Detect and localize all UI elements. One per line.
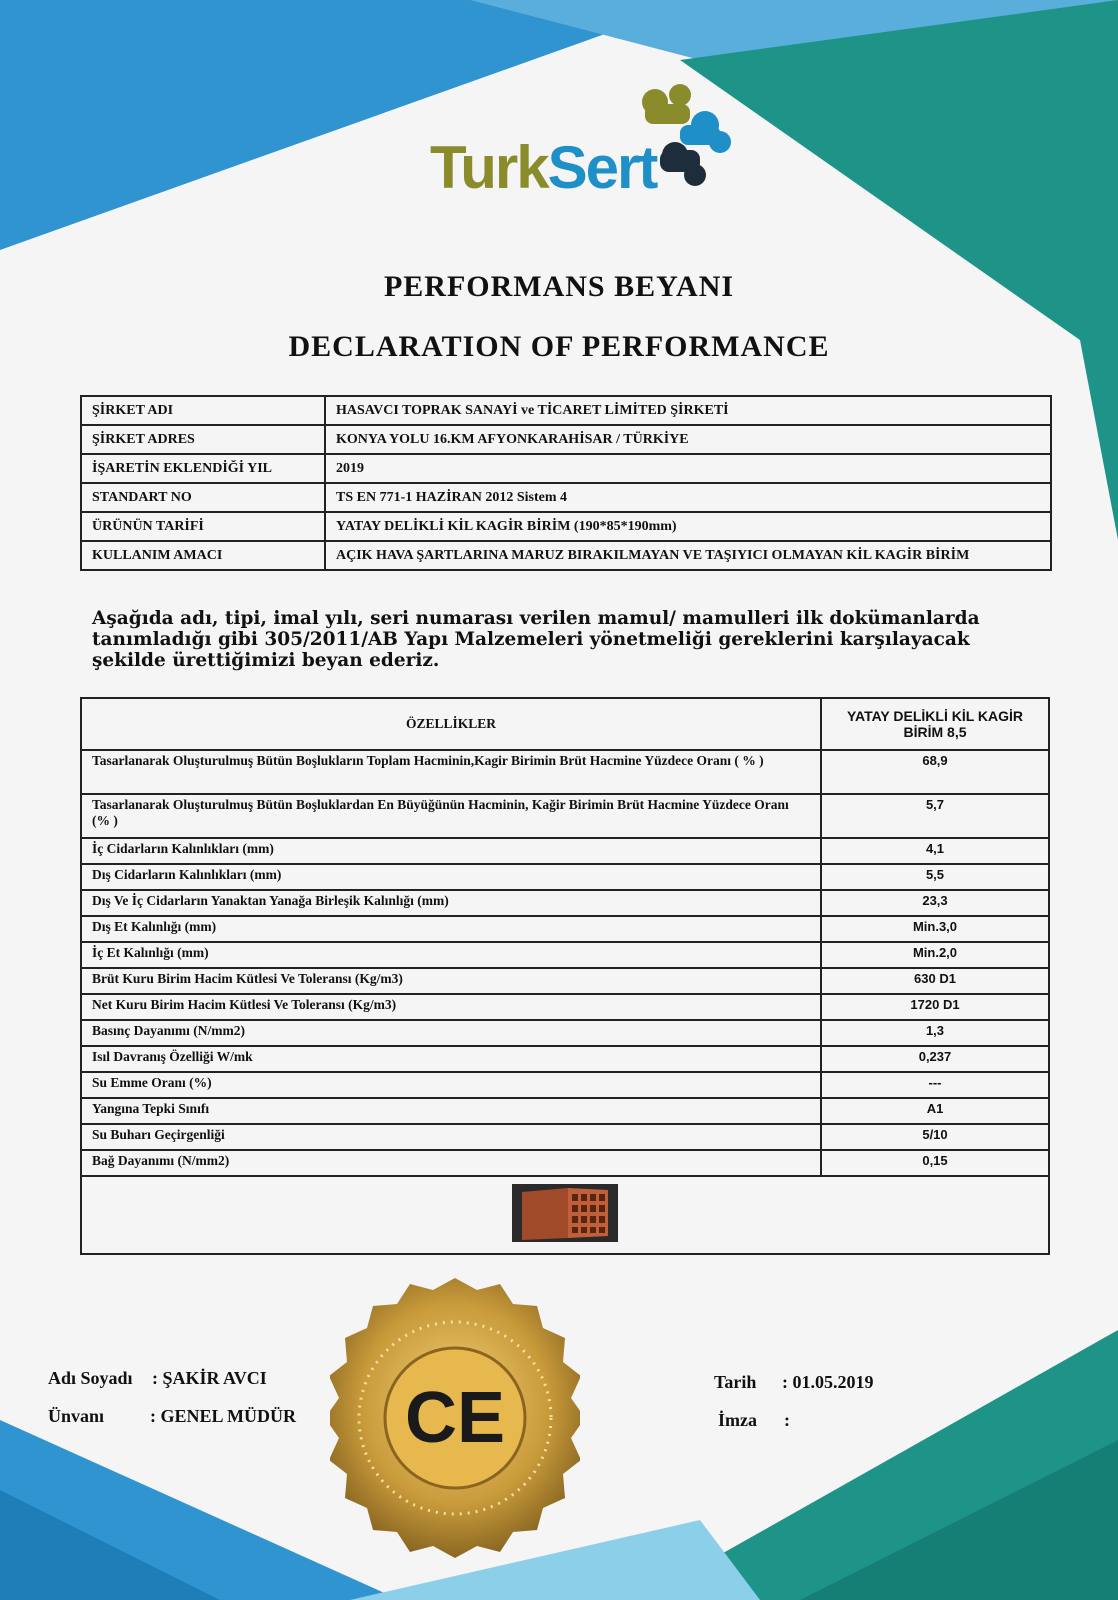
property-name: Yangına Tepki Sınıfı — [81, 1098, 821, 1124]
table-row — [81, 512, 1051, 541]
property-value: 4,1 — [821, 838, 1049, 864]
property-value: 5,5 — [821, 864, 1049, 890]
property-name: İç Et Kalınlığı (mm) — [81, 942, 821, 968]
product-image-row — [81, 1176, 1049, 1254]
table-row — [81, 968, 1049, 994]
table-row — [81, 916, 1049, 942]
property-name: Basınç Dayanımı (N/mm2) — [81, 1020, 821, 1046]
table-row — [81, 1124, 1049, 1150]
info-value: HASAVCI TOPRAK SANAYİ ve TİCARET LİMİTED ŞİRKETİ — [325, 396, 1051, 425]
table-row — [81, 1150, 1049, 1176]
info-label: KULLANIM AMACI — [81, 541, 325, 570]
header-product: YATAY DELİKLİ KİL KAGİR BİRİM 8,5 — [821, 698, 1049, 750]
title-label: Ünvanı — [48, 1406, 105, 1426]
declaration-paragraph: Aşağıda adı, tipi, imal yılı, seri numarası verilen mamul/ mamulleri ilk dokümanlarda tanımladığı gibi 305/2011/AB Yapı Malzemeleri yönetmeliği gereklerini karşılayacak şekilde ürettiğimizi beyan ederiz. — [92, 608, 980, 671]
info-value: 2019 — [325, 454, 1051, 483]
product-image-cell — [81, 1176, 1049, 1254]
table-row — [81, 454, 1051, 483]
turksert-logo-mark-icon — [620, 80, 740, 200]
header-properties: ÖZELLİKLER — [81, 698, 821, 750]
table-row — [81, 425, 1051, 454]
signature-label: İmza — [718, 1410, 757, 1430]
ce-seal-text: CE — [404, 1378, 506, 1458]
property-name: Dış Ve İç Cidarların Yanaktan Yanağa Birleşik Kalınlığı (mm) — [81, 890, 821, 916]
property-value: --- — [821, 1072, 1049, 1098]
signature-value: : — [784, 1410, 790, 1430]
table-row — [81, 1098, 1049, 1124]
table-row — [81, 541, 1051, 570]
table-row — [81, 838, 1049, 864]
property-name: Tasarlanarak Oluşturulmuş Bütün Boşluklardan En Büyüğünün Hacminin, Kağir Birimin Brüt Hacmine Yüzdece Oranı (% ) — [81, 794, 821, 838]
property-value: 5,7 — [821, 794, 1049, 838]
property-name: Isıl Davranış Özelliği W/mk — [81, 1046, 821, 1072]
name-value: : ŞAKİR AVCI — [152, 1368, 267, 1388]
info-value: TS EN 771-1 HAZİRAN 2012 Sistem 4 — [325, 483, 1051, 512]
ce-seal-icon — [330, 1268, 580, 1568]
turksert-logo — [430, 80, 750, 220]
table-row — [81, 396, 1051, 425]
properties-table — [80, 697, 1050, 1255]
table-row — [81, 994, 1049, 1020]
property-name: Brüt Kuru Birim Hacim Kütlesi Ve Toleransı (Kg/m3) — [81, 968, 821, 994]
company-info-table — [80, 395, 1052, 571]
info-label: STANDART NO — [81, 483, 325, 512]
brick-image — [512, 1184, 618, 1242]
property-name: Dış Cidarların Kalınlıkları (mm) — [81, 864, 821, 890]
logo-text-part2: Sert — [547, 134, 657, 201]
table-row — [81, 1046, 1049, 1072]
info-label: ÜRÜNÜN TARİFİ — [81, 512, 325, 541]
property-value: 0,237 — [821, 1046, 1049, 1072]
property-value: 68,9 — [821, 750, 1049, 794]
table-row — [81, 1020, 1049, 1046]
property-name: Net Kuru Birim Hacim Kütlesi Ve Toleransı (Kg/m3) — [81, 994, 821, 1020]
table-row — [81, 750, 1049, 794]
property-value: Min.2,0 — [821, 942, 1049, 968]
info-label: ŞİRKET ADI — [81, 396, 325, 425]
property-value: Min.3,0 — [821, 916, 1049, 942]
property-name: Tasarlanarak Oluşturulmuş Bütün Boşlukların Toplam Hacminin,Kagir Birimin Brüt Hacmine Yüzdece Oranı ( % ) — [81, 750, 821, 794]
date-value: : 01.05.2019 — [782, 1372, 874, 1392]
table-row — [81, 483, 1051, 512]
logo-text-part1: Turk — [430, 134, 548, 201]
table-row — [81, 864, 1049, 890]
property-value: 0,15 — [821, 1150, 1049, 1176]
property-name: Su Buharı Geçirgenliği — [81, 1124, 821, 1150]
property-value: 1720 D1 — [821, 994, 1049, 1020]
title-turkish: PERFORMANS BEYANI — [383, 270, 735, 303]
info-value: AÇIK HAVA ŞARTLARINA MARUZ BIRAKILMAYAN VE TAŞIYICI OLMAYAN KİL KAGİR BİRİM — [325, 541, 1051, 570]
property-name: Bağ Dayanımı (N/mm2) — [81, 1150, 821, 1176]
property-name: Dış Et Kalınlığı (mm) — [81, 916, 821, 942]
property-value: 23,3 — [821, 890, 1049, 916]
title-english: DECLARATION OF PERFORMANCE — [288, 330, 830, 363]
table-header-row — [81, 698, 1049, 750]
date-label: Tarih — [714, 1372, 757, 1392]
table-row — [81, 942, 1049, 968]
info-value: KONYA YOLU 16.KM AFYONKARAHİSAR / TÜRKİYE — [325, 425, 1051, 454]
table-row — [81, 890, 1049, 916]
table-row — [81, 794, 1049, 838]
title-value: : GENEL MÜDÜR — [150, 1406, 297, 1426]
property-value: 5/10 — [821, 1124, 1049, 1150]
property-value: 630 D1 — [821, 968, 1049, 994]
property-name: İç Cidarların Kalınlıkları (mm) — [81, 838, 821, 864]
name-label: Adı Soyadı — [48, 1368, 133, 1388]
property-value: 1,3 — [821, 1020, 1049, 1046]
info-label: İŞARETİN EKLENDİĞİ YIL — [81, 454, 325, 483]
property-name: Su Emme Oranı (%) — [81, 1072, 821, 1098]
info-label: ŞİRKET ADRES — [81, 425, 325, 454]
info-value: YATAY DELİKLİ KİL KAGİR BİRİM (190*85*190mm) — [325, 512, 1051, 541]
table-row — [81, 1072, 1049, 1098]
property-value: A1 — [821, 1098, 1049, 1124]
